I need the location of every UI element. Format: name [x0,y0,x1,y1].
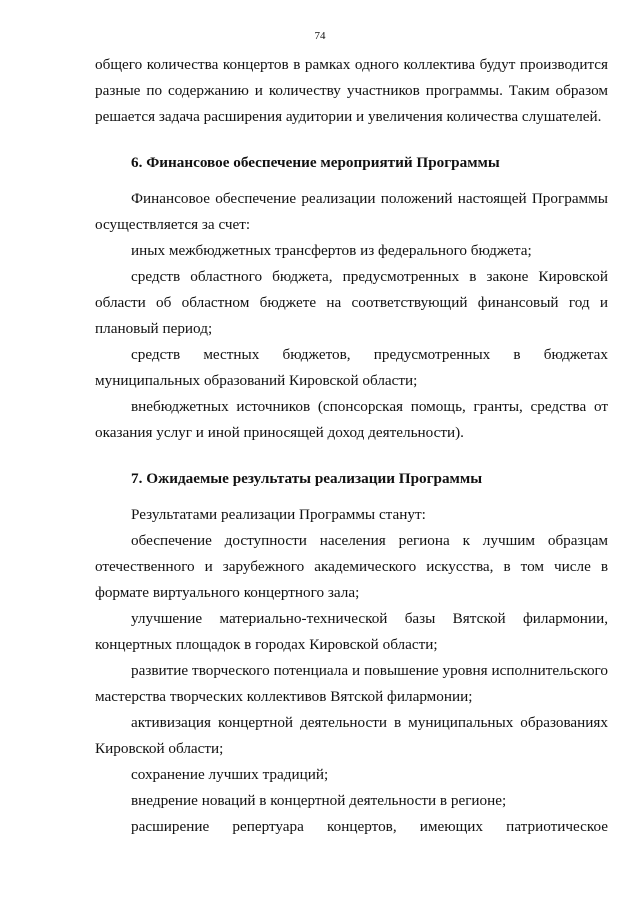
section-6-item: средств областного бюджета, предусмотренных в законе Кировской области об областном бюджете на соответствующий финансовый год и плановый период; [95,268,608,337]
section-7-item: активизация концертной деятельности в муниципальных образованиях Кировской области; [95,714,608,757]
section-7-item: улучшение материально-технической базы Вятской филармонии, концертных площадок в городах Кировской области; [95,610,608,653]
section-7-intro: Результатами реализации Программы станут: [131,506,426,523]
page-number: 74 [314,30,326,42]
section-6-item: иных межбюджетных трансфертов из федерального бюджета; [131,242,532,259]
section-6-item: внебюджетных источников (спонсорская помощь, гранты, средства от оказания услуг и иной приносящей доход деятельности). [95,398,608,441]
document-body [95,52,608,840]
section-7-heading: 7. Ожидаемые результаты реализации Программы [131,470,483,487]
section-7-item: развитие творческого потенциала и повышение уровня исполнительского мастерства творческих коллективов Вятской филармонии; [95,662,608,705]
section-6-heading: 6. Финансовое обеспечение мероприятий Программы [131,154,500,171]
section-7-item: расширение репертуара концертов, имеющих патриотическое [131,818,608,835]
section-7-item: сохранение лучших традиций; [131,766,329,783]
intro-paragraph: общего количества концертов в рамках одного коллектива будут производится разные по содержанию и количеству участников программы. Таким образом решается задача расширения аудитории и увеличения количества слушателей. [95,56,608,125]
section-6-item: средств местных бюджетов, предусмотренных в бюджетах муниципальных образований Кировской области; [95,346,608,389]
section-7-item: обеспечение доступности населения региона к лучшим образцам отечественного и зарубежного академического искусства, в том числе в формате виртуального концертного зала; [95,532,608,601]
section-7-item: внедрение новаций в концертной деятельности в регионе; [131,792,507,809]
section-6-intro: Финансовое обеспечение реализации положений настоящей Программы осуществляется за счет: [95,190,608,233]
